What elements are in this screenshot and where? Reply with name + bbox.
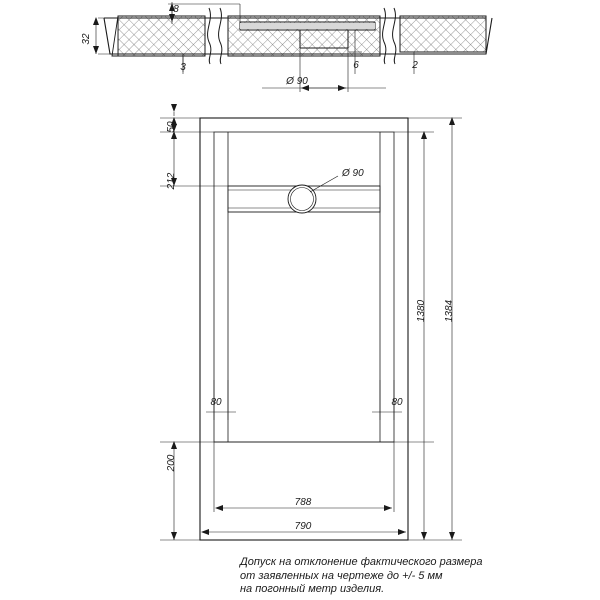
dim-label-plan-1384: 1384: [444, 299, 455, 323]
dim-label-plan-50: 50: [166, 121, 177, 133]
dim-label-sec-d90: Ø 90: [286, 76, 308, 87]
dim-label-sec-6: 6: [353, 60, 359, 71]
dim-label-sec-2: 2: [412, 60, 418, 71]
dim-label-plan-80-left: 80: [210, 397, 222, 408]
dim-label-plan-212: 212: [166, 172, 177, 190]
dim-label-plan-200: 200: [166, 454, 177, 472]
dim-label-sec-3: 3: [180, 62, 186, 73]
dim-label-sec-32: 32: [81, 33, 92, 45]
callout-label-plan-d90: Ø 90: [342, 168, 364, 179]
tolerance-note-line-1: Допуск на отклонение фактического размера: [240, 556, 483, 568]
section-geometry: [104, 8, 492, 64]
plan-geometry: [200, 118, 408, 540]
tolerance-note-line-3: на погонный метр изделия.: [240, 583, 385, 595]
dim-label-sec-8: 8: [173, 4, 179, 15]
tolerance-note: [240, 556, 590, 597]
dim-label-plan-80-right: 80: [391, 397, 403, 408]
tolerance-note-line-2: от заявленных на чертеже до +/- 5 мм: [240, 569, 443, 582]
dim-label-plan-788: 788: [294, 497, 312, 508]
dim-label-plan-790: 790: [294, 521, 312, 532]
dim-label-plan-1380: 1380: [416, 299, 427, 323]
